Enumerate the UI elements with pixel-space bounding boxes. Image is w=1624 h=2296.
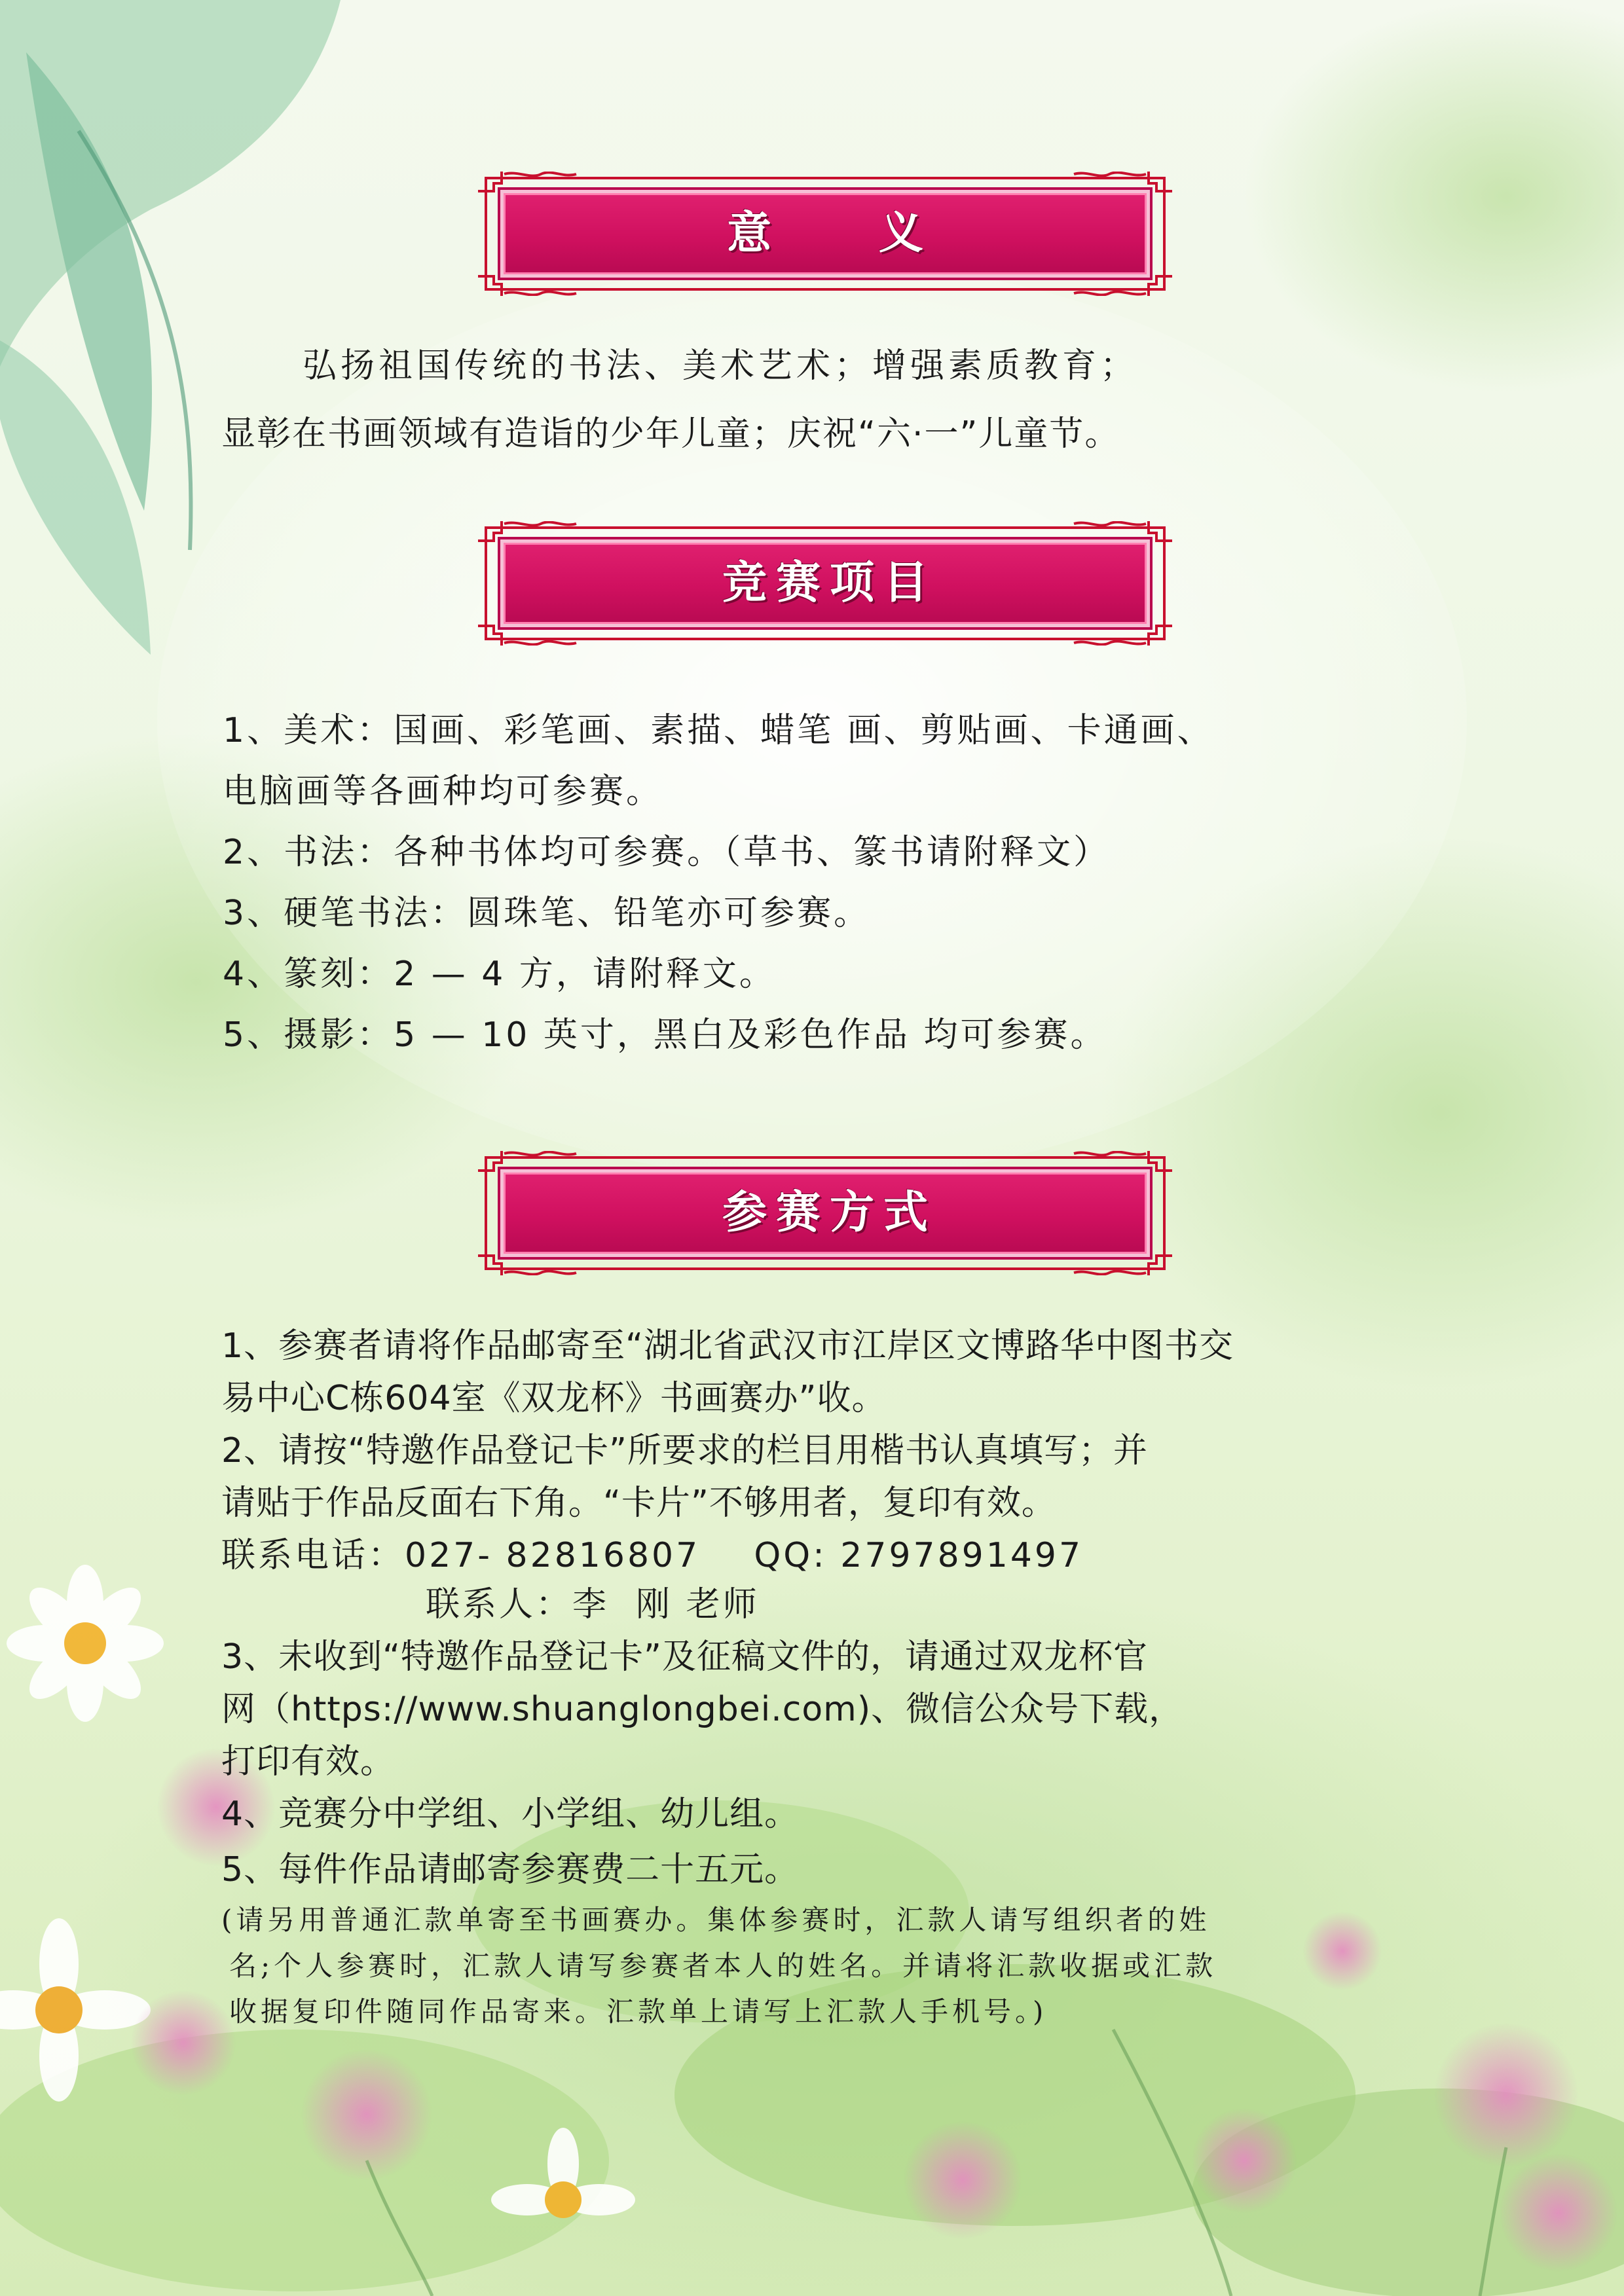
events-line-1: 1、美术：国画、彩笔画、素描、蜡笔 画、剪贴画、卡通画、: [223, 711, 1214, 750]
fee-note-line-2: 名;个人参赛时，汇款人请写参赛者本人的姓名。并请将汇款收据或汇款: [229, 1950, 1217, 1982]
method-line-10: 4、竞赛分中学组、小学组、幼儿组。: [221, 1795, 800, 1834]
events-line-5: 4、篆刻：2 — 4 方，请附释文。: [223, 955, 776, 994]
events-line-4: 3、硬笔书法：圆珠笔、铅笔亦可参赛。: [223, 894, 871, 933]
contact-person: 联系人：李 刚 老师: [426, 1585, 760, 1624]
method-section-banner: [478, 1151, 1172, 1275]
meaning-line-1: 弘扬祖国传统的书法、美术艺术；增强素质教育；: [303, 346, 1139, 386]
meaning-section-banner: [478, 172, 1172, 296]
method-line-4: 请贴于作品反面右下角。“卡片”不够用者，复印有效。: [221, 1484, 1056, 1523]
method-line-7: 3、未收到“特邀作品登记卡”及征稿文件的，请通过双龙杯官: [221, 1637, 1148, 1677]
method-line-8: 网（https://www.shuanglongbei.com)、微信公众号下载，: [221, 1690, 1184, 1729]
method-line-9: 打印有效。: [221, 1742, 396, 1781]
method-line-3: 2、请按“特邀作品登记卡”所要求的栏目用楷书认真填写；并: [221, 1431, 1148, 1470]
fee-note-line-1: (请另用普通汇款单寄至书画赛办。集体参赛时，汇款人请写组织者的姓: [221, 1904, 1211, 1936]
section-title: 意 义: [727, 208, 969, 259]
method-line-11: 5、每件作品请邮寄参赛费二十五元。: [221, 1850, 800, 1889]
contact-phone: 联系电话：027- 82816807 QQ: 2797891497: [221, 1536, 1084, 1575]
fee-note-line-3: 收据复印件随同作品寄来。汇款单上请写上汇款人手机号。): [229, 1995, 1048, 2028]
events-line-3: 2、书法：各种书体均可参赛。（草书、篆书请附释文）: [223, 833, 1111, 872]
method-line-1: 1、参赛者请将作品邮寄至“湖北省武汉市江岸区文博路华中图书交: [221, 1326, 1234, 1366]
meaning-line-2: 显彰在书画领域有造诣的少年儿童；庆祝“六·一”儿童节。: [221, 414, 1120, 454]
events-line-2: 电脑画等各画种均可参赛。: [223, 772, 663, 811]
events-line-6: 5、摄影：5 — 10 英寸，黑白及彩色作品 均可参赛。: [223, 1015, 1107, 1055]
events-section-banner: [478, 521, 1172, 646]
section-title: 参赛方式: [722, 1187, 937, 1239]
section-title: 竞赛项目: [722, 557, 937, 609]
method-line-2: 易中心C栋604室《双龙杯》书画赛办”收。: [221, 1379, 887, 1418]
